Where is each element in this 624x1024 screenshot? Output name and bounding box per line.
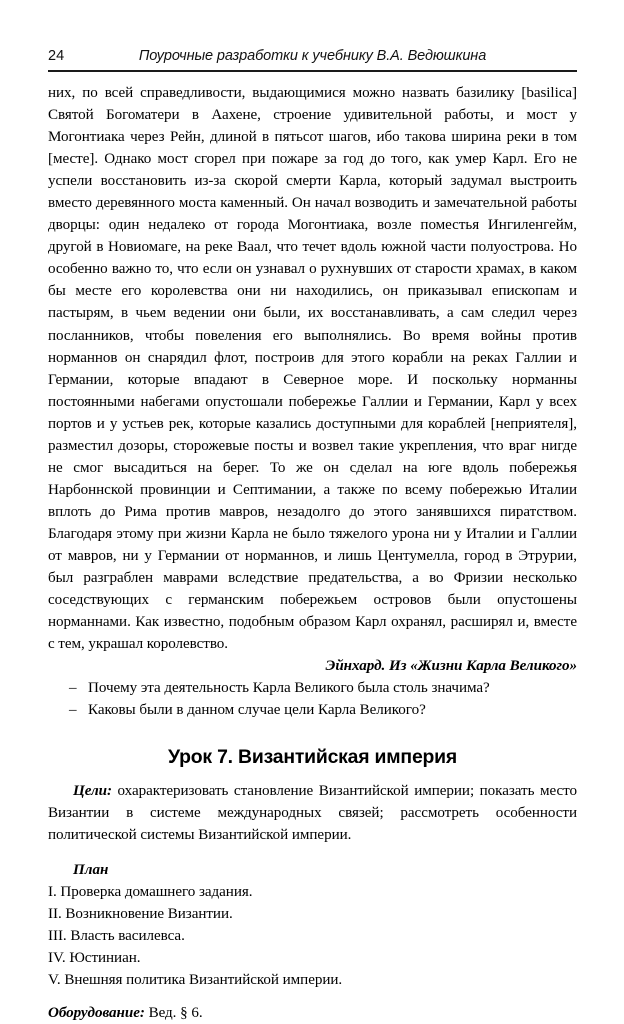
question-text: Каковы были в данном случае цели Карла Великого? <box>88 702 426 719</box>
dash-bullet: – <box>69 680 77 697</box>
lesson-equipment <box>48 991 577 1024</box>
goals-text: охарактеризовать становление Византийской империи; показать место Византии в системе международных связей; рассмотреть особенности политической системы Византийской империи. <box>48 783 577 844</box>
header-title: Поурочные разработки к учебнику В.А. Ведюшкина <box>138 48 487 64</box>
question-text: Почему эта деятельность Карла Великого была столь значима? <box>88 680 490 697</box>
lesson-goals <box>48 772 577 846</box>
list-item: I. Проверка домашнего задания. <box>48 883 253 900</box>
list-item <box>48 677 577 699</box>
page-content <box>48 82 577 1024</box>
dash-bullet: – <box>69 702 77 719</box>
equipment-label: Оборудование: <box>48 1004 145 1021</box>
header-divider <box>48 70 577 72</box>
list-item: V. Внешняя политика Византийской империи. <box>48 971 343 988</box>
plan-heading: План <box>73 861 109 878</box>
plan-list <box>48 881 577 991</box>
list-item <box>48 699 577 721</box>
goals-label: Цели: <box>73 783 112 800</box>
running-header <box>48 46 577 68</box>
list-item: IV. Юстиниан. <box>48 949 141 966</box>
page-number: 24 <box>48 48 65 64</box>
list-item: III. Власть василевса. <box>48 927 185 944</box>
equipment-text: Вед. § 6. <box>144 1004 203 1021</box>
list-item: II. Возникновение Византии. <box>48 905 233 922</box>
source-attribution: Эйнхард. Из «Жизни Карла Великого» <box>325 658 577 675</box>
question-list <box>48 677 577 721</box>
lesson-title: Урок 7. Византийская империя <box>167 746 458 769</box>
source-paragraph: них, по всей справедливости, выдающимися можно назвать базилику [basilica] Святой Богоматери в Аахене, строение удивительной работы, и мост у Могонтиака через Рейн, длиной в пятьсот шагов, ибо такова ширина реки в том [месте]. Однако мост сгорел при пожаре за год до того, как умер Карл. Его не успели восстановить из-за скорой смерти Карла, который задумал выстроить вместо деревянного моста каменный. Он начал возводить и замечательной работы дворцы: один недалеко от города Могонтиака, возле поместья Ингиленгейм, другой в Новиомаге, на реке Ваал, что течет вдоль южной части полуострова. Но особенно важно то, что если он узнавал о рухнувших от старости храмах, в каком бы месте его королевства они ни находились, он приказывал епископам и пастырям, в чьем ведении они были, их восстанавливать, а сам следил через посланников, чтобы повеления его выполнялись. Во время войны против норманнов он снарядил флот, построив для этого корабли на реках Галлии и Германии, которые впадают в Северное море. И поскольку норманны постоянными набегами опустошали побережье Галлии и Германии, Карл у всех портов и у устьев рек, которые казались доступными для кораблей [неприятеля], разместил дозоры, сторожевые посты и возвел такие укрепления, что враг нигде не смог высадиться на берег. То же он сделал на юге вдоль побережья Нарбоннской провинции и Септимании, а также по всему побережью Италии вплоть до Рима против мавров, незадолго до этого занявшихся пиратством. Благодаря этому при жизни Карла не было тяжелого урона ни у Италии и Галлии от мавров, ни у Германии от норманнов, и лишь Центумелла, город в Этрурии, был разграблен маврами вследствие предательства, а во Фризии несколько соседствующих с германским побережьем островов были опустошены норманнами. Как известно, подобным образом Карл охранял, расширял и, вместе с тем, украшал королевство. <box>48 85 577 653</box>
